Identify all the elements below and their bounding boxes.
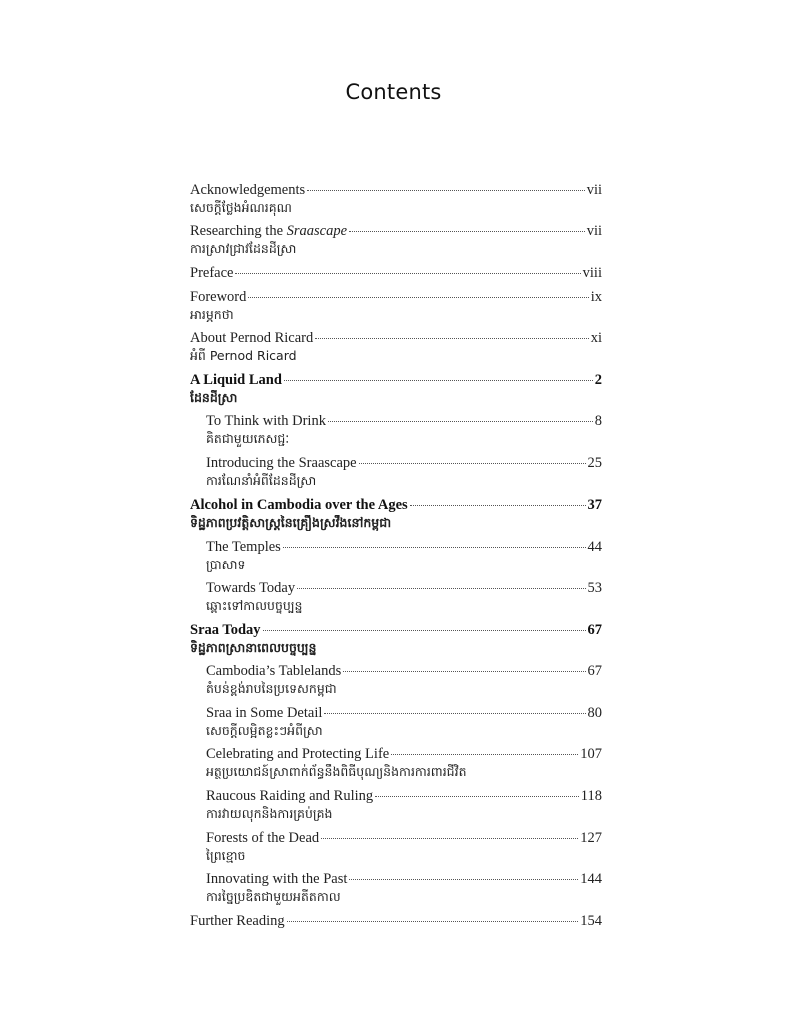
dot-leader [328, 421, 593, 422]
toc-entry-khmer: ប្រាសាទ [206, 557, 246, 572]
dot-leader [235, 273, 580, 274]
toc-entry-khmer: ការវាយលុកនិងការគ្រប់គ្រង [206, 806, 333, 821]
toc-entry-title: A Liquid Land [190, 372, 282, 388]
toc-entry-page: 127 [580, 830, 602, 846]
toc-entry-khmer: តំបន់ខ្ពង់រាបនៃប្រទេសកម្ពុជា [206, 681, 337, 696]
toc-entry-page: 154 [580, 913, 602, 929]
toc-entry-khmer: ទិដ្ឋភាពស្រានាពេលបច្ចុប្បន្ន [190, 640, 317, 655]
toc-entry-khmer: សេចក្តីលម្អិតខ្លះៗអំពីស្រា [206, 723, 323, 738]
toc-entry-khmer: អំពី Pernod Ricard [190, 348, 297, 363]
dot-leader [248, 297, 588, 298]
toc-entry-title: Innovating with the Past [206, 871, 348, 887]
dot-leader [359, 463, 586, 464]
toc-section-sraa-today [190, 622, 602, 656]
toc-entry-khmer: សេចក្តីថ្លែងអំណរគុណ [190, 200, 292, 215]
toc-section-alcohol-in-cambodia [190, 497, 602, 531]
dot-leader [297, 588, 585, 589]
toc-entry-page: 144 [580, 871, 602, 887]
toc-entry-page: viii [582, 265, 602, 281]
toc-entry-khmer: ទិដ្ឋភាពប្រវត្តិសាស្ត្រនៃគ្រឿងស្រវឹងនៅកម្ពុជា [190, 515, 392, 530]
toc-entry-page: 2 [594, 372, 602, 388]
dot-leader [349, 879, 578, 880]
dot-leader [324, 713, 585, 714]
dot-leader [375, 796, 579, 797]
toc-entry-title: Introducing the Sraascape [206, 455, 357, 471]
dot-leader [263, 630, 586, 631]
toc-entry-page: vii [586, 223, 602, 239]
toc-entry-khmer: ការណែនាំអំពីដែនដីស្រា [206, 473, 317, 488]
toc-entry-raucous-raiding-and-ruling [190, 788, 602, 822]
toc-entry-cambodias-tablelands [190, 663, 602, 697]
toc-entry-khmer: ការស្រាវជ្រាវដែនដីស្រា [190, 241, 297, 256]
toc-entry-khmer: អារម្ភកថា [190, 307, 234, 322]
toc-entry-khmer: ឆ្ពោះទៅកាលបច្ចុប្បន្ន [206, 598, 303, 613]
toc-entry-towards-today [190, 580, 602, 614]
toc-entry-khmer: ការច្នៃប្រឌិតជាមួយអតីតកាល [206, 889, 341, 904]
toc-entry-title: Researching the Sraascape [190, 223, 348, 239]
toc-entry-page: 44 [587, 539, 602, 555]
toc-entry-the-temples [190, 539, 602, 573]
dot-leader [391, 754, 578, 755]
toc-entry-title: Cambodia’s Tablelands [206, 663, 342, 679]
toc-entry-khmer: ព្រៃខ្មោច [206, 848, 246, 863]
toc-entry-page: 53 [587, 580, 602, 596]
toc-entry-title: Sraa in Some Detail [206, 705, 323, 721]
toc-entry-page: xi [590, 330, 602, 346]
toc-entry-foreword [190, 289, 602, 323]
toc-entry-page: vii [586, 182, 602, 198]
dot-leader [284, 380, 593, 381]
dot-leader [315, 338, 588, 339]
toc-entry-title-italic: Sraascape [286, 223, 348, 239]
toc-entry-title: Towards Today [206, 580, 296, 596]
toc-entry-khmer: ដែនដីស្រា [190, 390, 238, 405]
toc-entry-khmer: គិតជាមួយភេសជ្ជៈ [206, 431, 290, 446]
toc-entry-preface [190, 265, 602, 283]
toc-entry-introducing-the-sraascape [190, 455, 602, 489]
toc-entry-title: Raucous Raiding and Ruling [206, 788, 374, 804]
dot-leader [283, 547, 586, 548]
dot-leader [410, 505, 586, 506]
toc-entry-page: 118 [580, 788, 602, 804]
toc-entry-to-think-with-drink [190, 413, 602, 447]
toc-entry-title: Forests of the Dead [206, 830, 320, 846]
toc-entry-page: 67 [587, 663, 602, 679]
toc-entry-title: Foreword [190, 289, 247, 305]
toc-entry-title: Alcohol in Cambodia over the Ages [190, 497, 408, 513]
toc-entry-about-pernod-ricard [190, 330, 602, 364]
toc-entry-title: Acknowledgements [190, 182, 306, 198]
toc-entry-page: 107 [580, 746, 602, 762]
dot-leader [307, 190, 585, 191]
toc-entry-page: 67 [587, 622, 602, 638]
dot-leader [287, 921, 579, 922]
toc-entry-title: The Temples [206, 539, 281, 555]
toc-entry-page: 25 [587, 455, 602, 471]
toc-entry-title: To Think with Drink [206, 413, 326, 429]
toc-entry-page: 8 [594, 413, 602, 429]
toc-entry-further-reading [190, 913, 602, 931]
page-title: Contents [345, 80, 442, 104]
toc-entry-researching [190, 223, 602, 257]
toc-entry-forests-of-the-dead [190, 830, 602, 864]
toc-entry-celebrating-and-protecting-life [190, 746, 602, 780]
toc-entry-innovating-with-the-past [190, 871, 602, 905]
dot-leader [349, 231, 585, 232]
toc-entry-title: Sraa Today [190, 622, 261, 638]
toc-section-a-liquid-land [190, 372, 602, 406]
toc-entry-page: ix [590, 289, 602, 305]
dot-leader [321, 838, 578, 839]
toc-entry-sraa-in-some-detail [190, 705, 602, 739]
toc-entry-page: 37 [587, 497, 602, 513]
toc-entry-title: About Pernod Ricard [190, 330, 314, 346]
toc-entry-title: Further Reading [190, 913, 285, 929]
dot-leader [343, 671, 585, 672]
toc-entry-title: Celebrating and Protecting Life [206, 746, 390, 762]
toc-entry-khmer: អត្ថប្រយោជន៍ស្រាពាក់ព័ន្ធនឹងពិធីបុណ្យនិងការការពារជីវិត [206, 764, 467, 779]
toc-entry-page: 80 [587, 705, 602, 721]
toc-entry-acknowledgements [190, 182, 602, 216]
toc-entry-title: Preface [190, 265, 234, 281]
